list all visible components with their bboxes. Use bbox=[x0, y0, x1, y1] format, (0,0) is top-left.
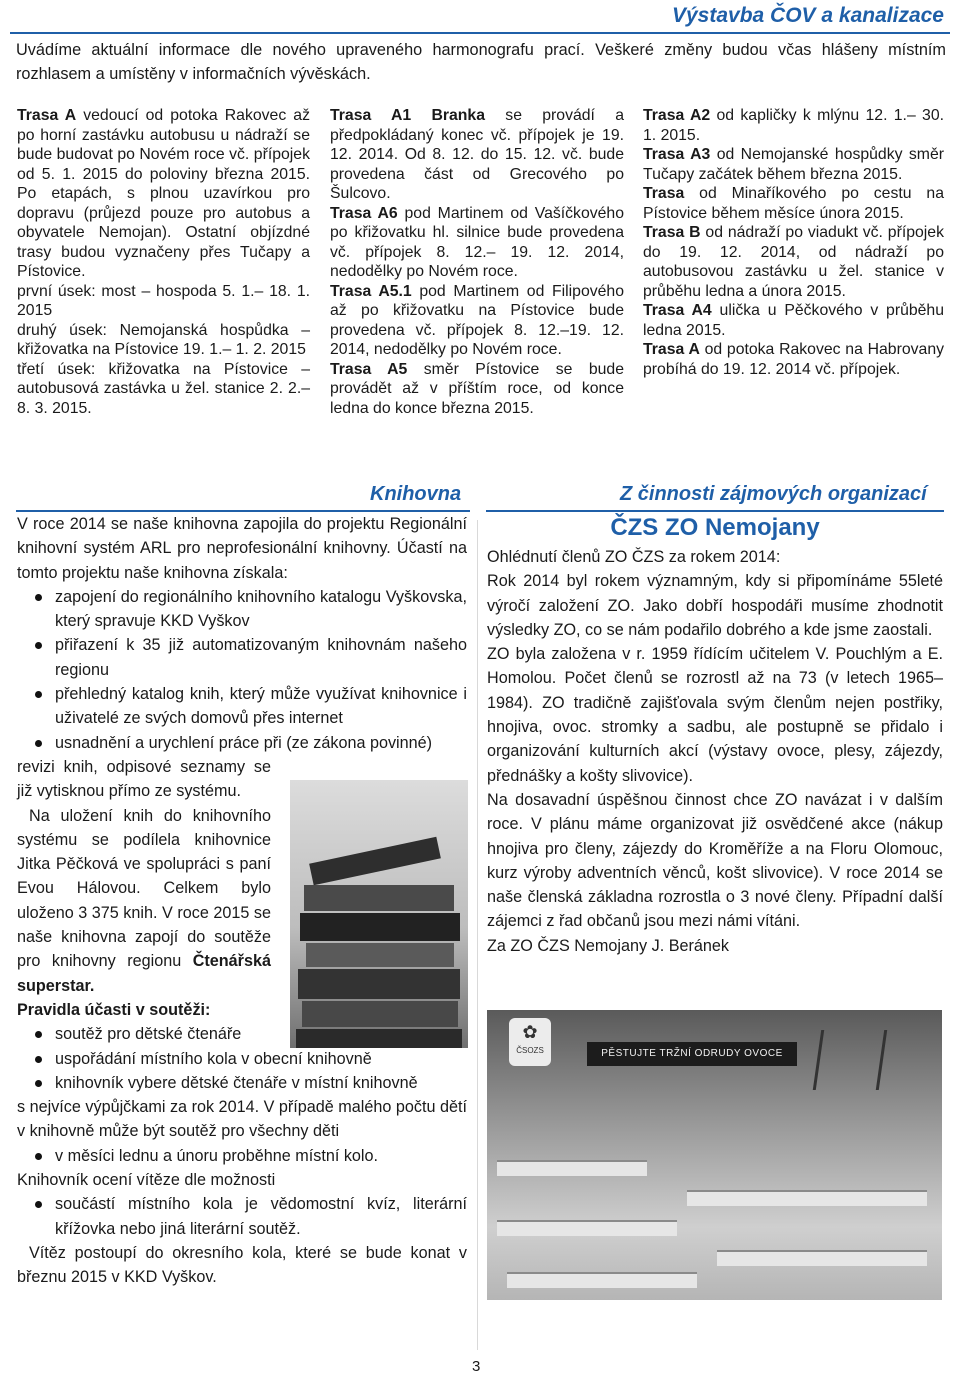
exhibition-logo: ✿ ČSOZS bbox=[509, 1018, 551, 1066]
library-benefit-4: usnadnění a urychlení práce při (ze zákona povinné) bbox=[17, 731, 467, 755]
route-a-label: Trasa A bbox=[17, 107, 77, 124]
route-a5-label: Trasa A5 bbox=[330, 360, 408, 378]
library-intro: V roce 2014 se naše knihovna zapojila do projektu Regionální knihovní systém ARL pro neprofesionální knihovny. Účastí na tomto projektu naše knihovna získala: bbox=[17, 515, 467, 582]
header-rule bbox=[10, 32, 950, 34]
route-a4-paragraph bbox=[643, 301, 944, 340]
segment-1: první úsek: most – hospoda 5. 1.– 18. 1. 2015 bbox=[17, 282, 310, 319]
library-benefit-4-cont: revizi knih, odpisové seznamy se již vytisknou přímo ze systému. bbox=[17, 757, 271, 801]
bullet-icon bbox=[35, 1056, 42, 1063]
route-minarik-label: Trasa bbox=[643, 185, 685, 202]
section-header-title: Výstavba ČOV a kanalizace bbox=[672, 4, 944, 27]
club-subtitle: ČZS ZO Nemojany bbox=[610, 514, 820, 541]
exhibition-banner: PĚSTUJTE TRŽNÍ ODRUDY OVOCE bbox=[587, 1042, 797, 1066]
route-a1-text: se provádí a předpokládaný konec vč. přípojek je 19. 12. 2014. Od 8. 12. do 15. 12. vč. bude provedena část od Grecového po Šulcovo. bbox=[330, 107, 625, 202]
route-a-text: vedoucí od potoka Rakovec až po horní zastávku autobusu u nádraží se bude budovat po Novém roce vč. přípojek od 5. 1. 2015 do poloviny března 2015. Po etapách, s plnou uzavírkou pro dopravu (průjezd pouze pro autobus a obyvatele Nemojan). Ostatní objízdné trasy budou vyznačeny přes Tučapy a Pístovice. bbox=[17, 107, 310, 280]
route-a5-text: směr Pístovice se bude provádět až v příštím roce, od konce ledna do konce března 2015. bbox=[330, 360, 624, 417]
rule-1: soutěž pro dětské čtenáře bbox=[17, 1022, 467, 1046]
bullet-icon bbox=[35, 594, 42, 601]
library-benefit-1: zapojení do regionálního knihovního katalogu Vyškovska, který spravuje KKD Vyškov bbox=[17, 585, 467, 634]
route-a3-text: od Nemojanské hospůdky směr Tučapy začátek během března 2015. bbox=[643, 146, 945, 183]
library-catalog-paragraph: Na uložení knih do knihovního systému se podílela knihovnice Jitka Pěčková ve spolupráci s paní Evou Hálovou. Celkem bylo uloženo 3 375 knih. V roce 2015 se naše knihovna zapojí do soutěže pro knihovny regionu Čtenářská superstar. bbox=[17, 806, 271, 995]
intro-paragraph: Uvádíme aktuální informace dle nového upraveného harmonografu prací. Veškeré změny budou včas hlášeny místním rozhlasem a umístěny v informačních vývěskách. bbox=[16, 41, 946, 83]
easel-icon bbox=[813, 1030, 887, 1090]
club-rule bbox=[486, 510, 944, 512]
club-plans: Na dosavadní úspěšnou činnost chce ZO navázat i v dalším roce. V plánu máme organizovat již osvědčené akce (nákup hnojiva pro členy, zájezdy do Kroměříže a na Floru Olomouc, kurz výroby adventních věnců, košt slivovice). V roce 2014 se naše členská základna rozrostla o 3 nové členy. Případní další zájemci z řad občanů jsou mezi námi vítáni. bbox=[487, 790, 943, 931]
club-anniversary: Rok 2014 byl rokem významným, kdy si připomínáme 55leté výročí založení ZO. Jako dobří hospodáři musíme zhodnotit výsledky ZO, co se nám podařilo dobrého a kde jsme zaostali. bbox=[487, 572, 943, 639]
winner-note: Knihovník ocení vítěze dle možnosti bbox=[17, 1171, 276, 1190]
route-column-3 bbox=[643, 106, 944, 379]
rules-title: Pravidla účasti v soutěži: bbox=[17, 1000, 211, 1019]
rule-3-cont: s nejvíce výpůjčkami za rok 2014. V případě malého počtu dětí v knihovně může být soutěž pro všechny děti bbox=[17, 1098, 467, 1141]
route-a5-paragraph bbox=[330, 360, 624, 419]
segment-3: třetí úsek: křižovatka na Pístovice – autobusová zastávka u žel. stanice 2. 2.– 8. 3. 2015. bbox=[17, 360, 310, 417]
bullet-icon bbox=[35, 642, 42, 649]
route-a2-label: Trasa A2 bbox=[643, 107, 711, 124]
library-title: Knihovna bbox=[370, 483, 462, 505]
bullet-icon bbox=[35, 1153, 42, 1160]
route-a3-paragraph bbox=[643, 145, 944, 184]
rule-2: uspořádání místního kola v obecní knihovně bbox=[17, 1047, 467, 1071]
competition-name: Čtenářská superstar. bbox=[17, 952, 271, 995]
route-b-text: od nádraží po viadukt vč. přípojek do 19. 12. 2014, od nádraží po autobusovou zastávku u žel. stanice v průběhu ledna a února 2015. bbox=[643, 224, 944, 300]
library-benefit-3: přehledný katalog knih, který může využívat knihovnice i uživatelé ze svých domovů přes internet bbox=[17, 682, 467, 731]
route-a1-paragraph bbox=[330, 106, 624, 204]
route-column-2 bbox=[330, 106, 624, 418]
route-a2-paragraph bbox=[643, 106, 944, 145]
route-a4-text: ulička u Pěčkového v průběhu ledna 2015. bbox=[643, 302, 945, 339]
route-a6-paragraph bbox=[330, 204, 624, 282]
route-a1-label: Trasa A1 Branka bbox=[330, 107, 486, 124]
page-number: 3 bbox=[472, 1358, 481, 1375]
route-b-paragraph bbox=[643, 223, 944, 301]
route-a2-text: od kapličky k mlýnu 12. 1.– 30. 1. 2015. bbox=[643, 107, 944, 144]
route-a6-text: pod Martinem od Vašíčkového po křižovatku hl. silnice bude provedena vč. přípojek 8. 12.– 19. 12. 2014, nedodělky po Novém roce. bbox=[330, 204, 624, 280]
route-a-habrovany-label: Trasa A bbox=[643, 341, 700, 358]
library-closing: Vítěz postoupí do okresního kola, které se bude konat v březnu 2015 v KKD Vyškov. bbox=[17, 1243, 467, 1287]
route-a3-label: Trasa A3 bbox=[643, 146, 711, 163]
route-a-paragraph bbox=[17, 106, 310, 282]
route-a51-text: pod Martinem od Filipového až po křižovatku na Pístovice bude provedena vč. přípojek 8. 12.–19. 12. 2014, nedodělky po Novém roce. bbox=[330, 282, 624, 358]
route-a-habrovany-paragraph bbox=[643, 340, 944, 379]
exhibition-photo bbox=[487, 1010, 942, 1300]
route-column-1 bbox=[17, 106, 310, 418]
bullet-icon bbox=[35, 1080, 42, 1087]
club-body bbox=[487, 545, 943, 958]
route-minarik-text: od Minaříkového po cestu na Pístovice během měsíce února 2015. bbox=[643, 185, 944, 222]
route-a51-label: Trasa A5.1 bbox=[330, 282, 412, 300]
rule-3: knihovník vybere dětské čtenáře v místní knihovně bbox=[17, 1071, 467, 1095]
route-a51-paragraph bbox=[330, 282, 624, 360]
library-benefit-2: přiřazení k 35 již automatizovaným knihovnám našeho regionu bbox=[17, 633, 467, 682]
route-b-label: Trasa B bbox=[643, 224, 701, 241]
segment-2: druhý úsek: Nemojanská hospůdka – křižovatka na Pístovice 19. 1.– 1. 2. 2015 bbox=[17, 321, 310, 358]
club-title: Z činnosti zájmových organizací bbox=[620, 483, 927, 505]
bullet-icon bbox=[35, 1031, 42, 1038]
bullet-icon bbox=[35, 1201, 42, 1208]
club-history: ZO byla založena v r. 1959 řídícím učitelem V. Pouchlým a E. Homolou. Počet členů se rozrostl až na 73 (v letech 1965–1984). ZO tradičně zajišťovala svým členům nejen postřiky, hnojiva, ovoc. stromky a sadbu, ale postupně se přidalo i organizování kulturních akcí (výstavy ovoce, plesy, zájezdy, přednášky a košty slivovice). bbox=[487, 645, 943, 785]
library-body bbox=[17, 512, 467, 1290]
rule-5: součástí místního kola je vědomostní kvíz, literární křížovka nebo jiná literární soutěž. bbox=[17, 1192, 467, 1241]
rule-4: v měsíci lednu a únoru proběhne místní kolo. bbox=[17, 1144, 467, 1168]
route-minarik-paragraph bbox=[643, 184, 944, 223]
route-a4-label: Trasa A4 bbox=[643, 302, 712, 319]
club-intro: Ohlédnutí členů ZO ČZS za rokem 2014: bbox=[487, 548, 781, 566]
route-a-habrovany-text: od potoka Rakovec na Habrovany probíhá do 19. 12. 2014 vč. přípojek. bbox=[643, 341, 944, 378]
club-signature: Za ZO ČZS Nemojany J. Beránek bbox=[487, 936, 729, 955]
route-a6-label: Trasa A6 bbox=[330, 204, 398, 222]
bullet-icon bbox=[35, 691, 42, 698]
bullet-icon bbox=[35, 740, 42, 747]
column-divider bbox=[477, 520, 478, 1350]
